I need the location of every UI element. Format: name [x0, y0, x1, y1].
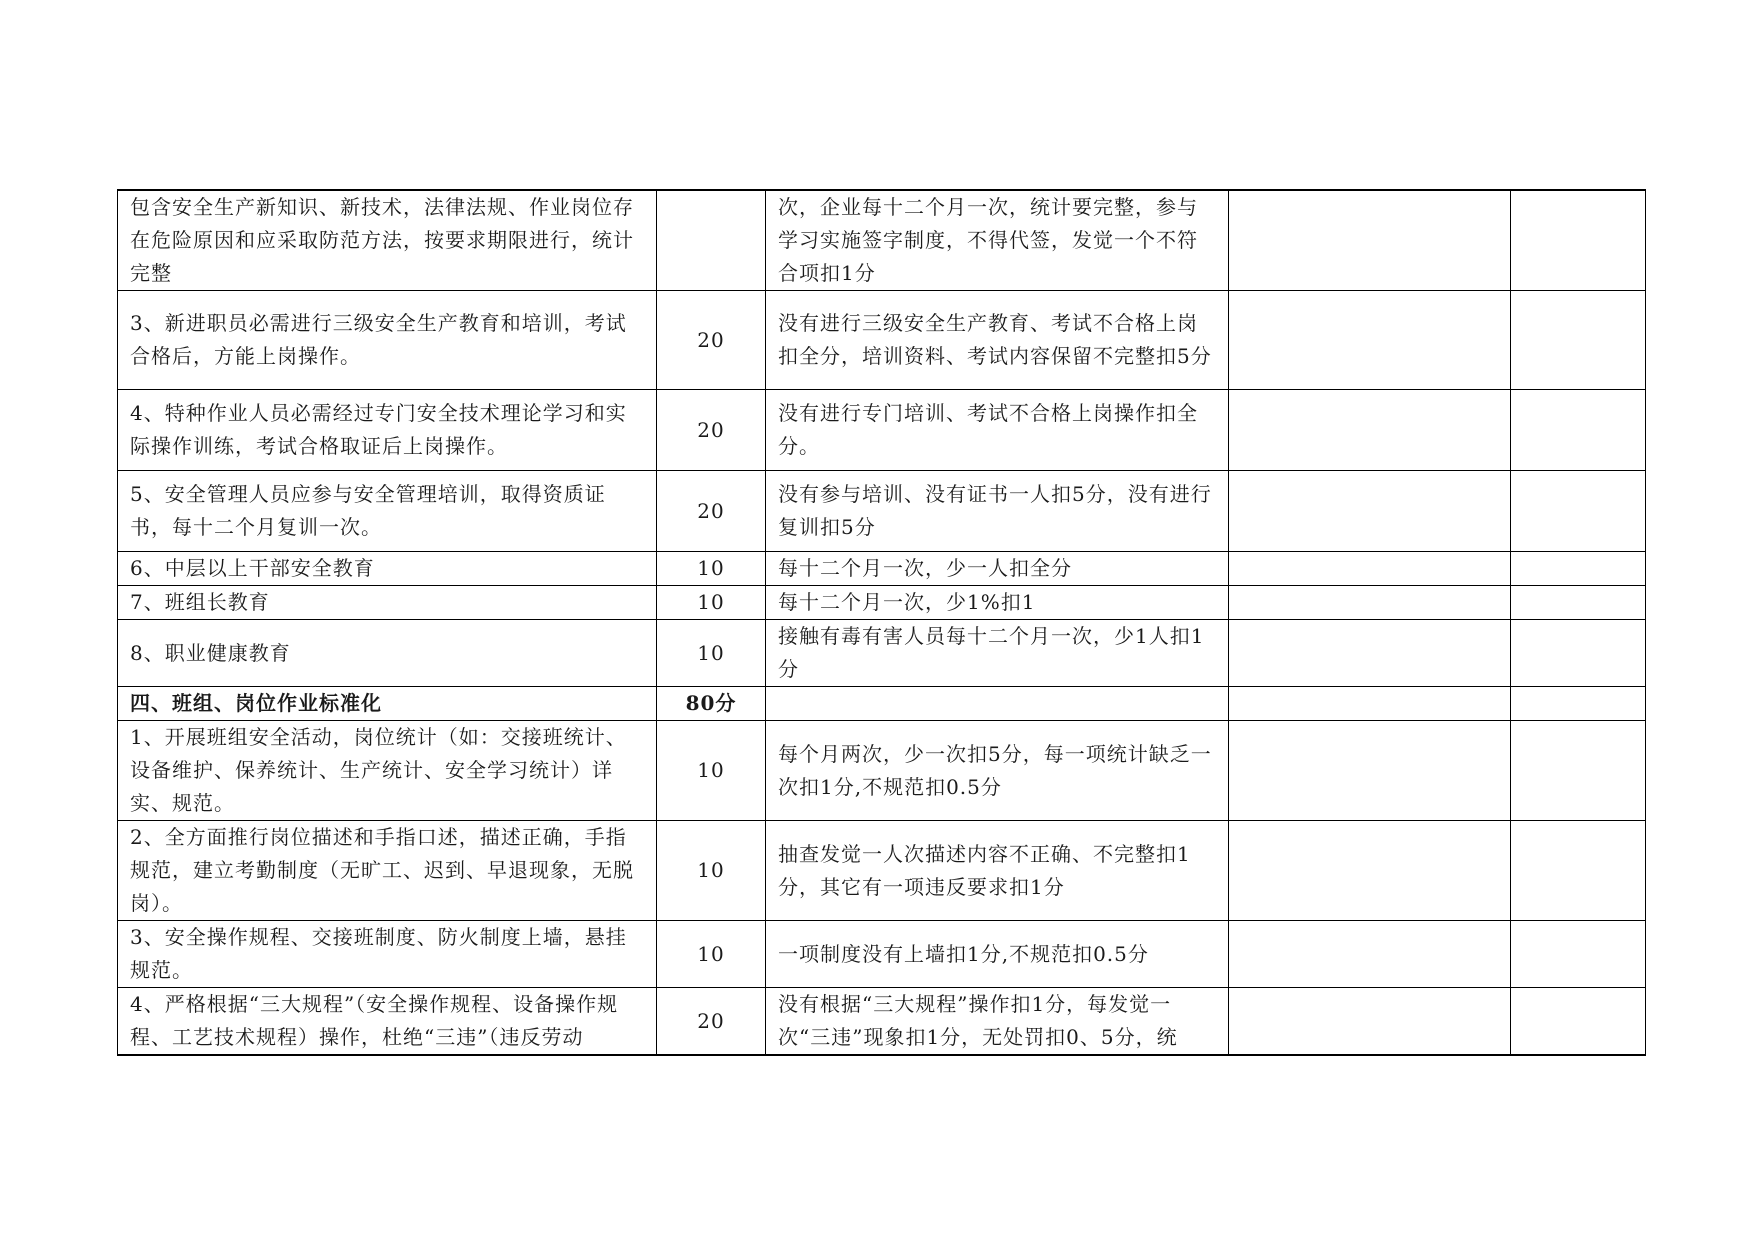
rule-cell: 一项制度没有上墙扣1分,不规范扣0.5分	[766, 921, 1229, 988]
table-row	[118, 291, 1646, 390]
rule-cell: 每个月两次，少一次扣5分，每一项统计缺乏一次扣1分,不规范扣0.5分	[766, 721, 1229, 821]
section-title: 四、班组、岗位作业标准化	[118, 687, 657, 721]
item-cell: 2、全方面推行岗位描述和手指口述，描述正确，手指规范，建立考勤制度（无旷工、迟到、早退现象，无脱岗）。	[118, 821, 657, 921]
rule-cell: 没有进行三级安全生产教育、考试不合格上岗扣全分，培训资料、考试内容保留不完整扣5分	[766, 291, 1229, 390]
assessment-table	[117, 189, 1646, 1056]
item-cell: 4、特种作业人员必需经过专门安全技术理论学习和实际操作训练，考试合格取证后上岗操作。	[118, 390, 657, 471]
score-cell	[657, 190, 766, 291]
note-cell	[1511, 687, 1646, 721]
note-cell	[1511, 988, 1646, 1056]
item-cell: 8、职业健康教育	[118, 620, 657, 687]
score-cell: 20	[657, 390, 766, 471]
rule-cell: 没有根据“三大规程”操作扣1分，每发觉一次“三违”现象扣1分，无处罚扣0、5分，统	[766, 988, 1229, 1056]
score-cell: 20	[657, 988, 766, 1056]
note-cell	[1511, 721, 1646, 821]
note-cell	[1511, 552, 1646, 586]
score-cell: 20	[657, 471, 766, 552]
result-cell	[1229, 190, 1511, 291]
rule-cell	[766, 687, 1229, 721]
table-row	[118, 586, 1646, 620]
result-cell	[1229, 921, 1511, 988]
item-cell: 3、安全操作规程、交接班制度、防火制度上墙，悬挂规范。	[118, 921, 657, 988]
table-row	[118, 190, 1646, 291]
result-cell	[1229, 988, 1511, 1056]
item-cell: 4、严格根据“三大规程”（安全操作规程、设备操作规程、工艺技术规程）操作，杜绝“三违”（违反劳动	[118, 988, 657, 1056]
score-cell: 20	[657, 291, 766, 390]
note-cell	[1511, 471, 1646, 552]
note-cell	[1511, 390, 1646, 471]
score-cell: 10	[657, 921, 766, 988]
item-cell: 6、中层以上干部安全教育	[118, 552, 657, 586]
rule-cell: 没有参与培训、没有证书一人扣5分，没有进行复训扣5分	[766, 471, 1229, 552]
rule-cell: 抽查发觉一人次描述内容不正确、不完整扣1分，其它有一项违反要求扣1分	[766, 821, 1229, 921]
note-cell	[1511, 190, 1646, 291]
item-cell: 1、开展班组安全活动，岗位统计（如：交接班统计、设备维护、保养统计、生产统计、安全学习统计）详实、规范。	[118, 721, 657, 821]
section-header-row	[118, 687, 1646, 721]
table-row	[118, 921, 1646, 988]
note-cell	[1511, 291, 1646, 390]
note-cell	[1511, 620, 1646, 687]
score-cell: 10	[657, 620, 766, 687]
result-cell	[1229, 721, 1511, 821]
score-cell: 10	[657, 721, 766, 821]
table-row	[118, 821, 1646, 921]
score-cell: 10	[657, 821, 766, 921]
item-cell: 3、新进职员必需进行三级安全生产教育和培训，考试合格后，方能上岗操作。	[118, 291, 657, 390]
rule-cell: 每十二个月一次，少1%扣1	[766, 586, 1229, 620]
rule-cell: 接触有毒有害人员每十二个月一次，少1人扣1分	[766, 620, 1229, 687]
table-row	[118, 988, 1646, 1056]
item-cell: 7、班组长教育	[118, 586, 657, 620]
result-cell	[1229, 390, 1511, 471]
item-cell: 5、安全管理人员应参与安全管理培训，取得资质证书，每十二个月复训一次。	[118, 471, 657, 552]
result-cell	[1229, 821, 1511, 921]
rule-cell: 没有进行专门培训、考试不合格上岗操作扣全分。	[766, 390, 1229, 471]
table-row	[118, 471, 1646, 552]
score-cell: 10	[657, 586, 766, 620]
note-cell	[1511, 921, 1646, 988]
note-cell	[1511, 821, 1646, 921]
table-row	[118, 620, 1646, 687]
result-cell	[1229, 687, 1511, 721]
result-cell	[1229, 552, 1511, 586]
table-row	[118, 552, 1646, 586]
item-cell: 包含安全生产新知识、新技术，法律法规、作业岗位存在危险原因和应采取防范方法，按要求期限进行，统计完整	[118, 190, 657, 291]
rule-cell: 每十二个月一次，少一人扣全分	[766, 552, 1229, 586]
result-cell	[1229, 586, 1511, 620]
table-row	[118, 390, 1646, 471]
note-cell	[1511, 586, 1646, 620]
section-score: 80分	[657, 687, 766, 721]
rule-cell: 次，企业每十二个月一次，统计要完整，参与学习实施签字制度，不得代签，发觉一个不符合项扣1分	[766, 190, 1229, 291]
score-cell: 10	[657, 552, 766, 586]
table-row	[118, 721, 1646, 821]
result-cell	[1229, 471, 1511, 552]
result-cell	[1229, 291, 1511, 390]
result-cell	[1229, 620, 1511, 687]
